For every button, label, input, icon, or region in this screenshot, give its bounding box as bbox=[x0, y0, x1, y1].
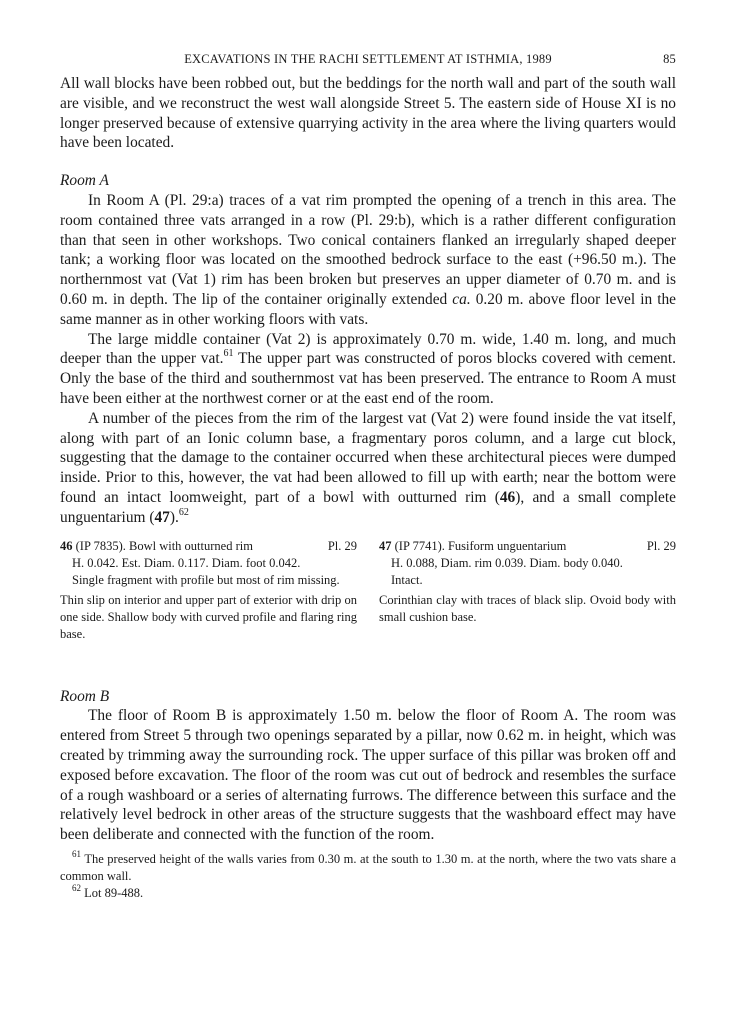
footnotes bbox=[60, 848, 676, 902]
page-number: 85 bbox=[663, 52, 676, 66]
room-a-p2-text-a: The large middle container (Vat 2) is approximately 0.70 m. wide, 1.40 m. long, and much deeper than the upper vat. bbox=[60, 330, 676, 368]
running-head bbox=[60, 52, 676, 74]
catalog bbox=[60, 538, 676, 643]
catalog-entry-46 bbox=[60, 538, 357, 643]
room-a-p1-text-b: 0.20 m. above floor level in the same manner as in other working floors with vats. bbox=[60, 290, 676, 328]
footnote-ref-61: 61 bbox=[223, 348, 234, 360]
catalog-description: Thin slip on interior and upper part of exterior with drip on one side. Shallow body with curved profile and flaring ring base. bbox=[60, 592, 357, 641]
catalog-plate: Pl. 29 bbox=[646, 538, 676, 553]
room-a-p3-text-end: ). bbox=[169, 508, 179, 526]
intro-paragraph: All wall blocks have been robbed out, but the beddings for the north wall and part of the south wall are visible, and we reconstruct the west wall alongside Street 5. The eastern side of House XI is no longer preserved because of extensive quarrying activity in the area where the living quarters would have been located. bbox=[60, 75, 676, 152]
room-a-p1-circa: ca. bbox=[452, 290, 471, 308]
room-a-p3-text-mid: ), and a small complete unguentarium ( bbox=[60, 488, 676, 526]
catalog-dimensions: H. 0.042. Est. Diam. 0.117. Diam. foot 0.042. bbox=[72, 555, 301, 570]
catalog-description: Corinthian clay with traces of black slip. Ovoid body with small cushion base. bbox=[379, 592, 676, 624]
room-a-paragraph-3 bbox=[60, 409, 676, 528]
catalog-number: 47 bbox=[379, 538, 392, 553]
room-b-paragraph-1: The floor of Room B is approximately 1.50 m. below the floor of Room A. The room was entered from Street 5 through two openings separated by a pillar, now 0.62 m. in height, which was created by trimming away the surrounding rock. The upper surface of this pillar was broken off and exposed before excavation. The floor of the room was cut out of bedrock and resembles the surface of a rough washboard or a series of alternating furrows. The difference between this surface and the relatively level bedrock in other areas of the structure suggests that the washboard effect may have been deliberate and connected with the function of the room. bbox=[60, 707, 676, 844]
footnote-mark: 61 bbox=[72, 848, 81, 859]
footnote-ref-62: 62 bbox=[178, 506, 189, 518]
catalog-inventory: (IP 7835). Bowl with outturned rim bbox=[72, 538, 253, 553]
footnote-61 bbox=[60, 848, 676, 885]
catalog-entry-head bbox=[60, 538, 357, 555]
footnote-text: The preserved height of the walls varies from 0.30 m. at the south to 1.30 m. at the north, where the two vats share a common wall. bbox=[60, 851, 676, 883]
catalog-ref-46: 46 bbox=[499, 488, 516, 506]
catalog-entry-head bbox=[379, 538, 676, 555]
footnote-62 bbox=[60, 882, 676, 902]
room-a-p2-text-b: The upper part was constructed of poros blocks covered with cement. Only the base of the third and southernmost vat has been preserved. The entrance to Room A must have been either at the northwest corner or at the east end of the room. bbox=[60, 350, 676, 407]
room-a-paragraph-1 bbox=[60, 191, 676, 330]
catalog-ref-47: 47 bbox=[154, 508, 170, 526]
catalog-plate: Pl. 29 bbox=[327, 538, 357, 553]
footnote-mark: 62 bbox=[72, 882, 81, 893]
running-title: EXCAVATIONS IN THE RACHI SETTLEMENT AT ISTHMIA, 1989 bbox=[184, 52, 552, 66]
room-a-heading: Room A bbox=[60, 172, 109, 190]
room-a-paragraph-2 bbox=[60, 330, 676, 409]
catalog-dimensions: H. 0.088, Diam. rim 0.039. Diam. body 0.040. bbox=[391, 555, 623, 570]
room-a-p3-text-a: A number of the pieces from the rim of the largest vat (Vat 2) were found inside the vat itself, along with part of an Ionic column base, a fragmentary poros column, and a large cut block, suggesting that the damage to the container occurred when these architectural pieces were dumped inside. Prior to this, however, the vat had been allowed to fill up with earth; near the bottom were found an intact loomweight, part of a bowl with outturned rim ( bbox=[60, 409, 676, 506]
catalog-condition: Single fragment with profile but most of rim missing. bbox=[72, 572, 340, 587]
catalog-condition: Intact. bbox=[391, 572, 423, 587]
catalog-entry-47 bbox=[379, 538, 676, 643]
catalog-inventory: (IP 7741). Fusiform unguentarium bbox=[391, 538, 567, 553]
room-a-p1-text-a: In Room A (Pl. 29:a) traces of a vat rim prompted the opening of a trench in this area. The room contained three vats arranged in a row (Pl. 29:b), which is a rather different configuration than that seen in other workshops. Two conical containers flanked an irregularly shaped deeper tank; a working floor was located on the smoothed bedrock surface to the east (+96.50 m.). The northernmost vat (Vat 1) rim has been broken but preserves an upper diameter of 0.70 m. and is 0.60 m. in depth. The lip of the container originally extended bbox=[60, 191, 676, 308]
catalog-number: 46 bbox=[60, 538, 73, 553]
footnote-text: Lot 89-488. bbox=[81, 885, 144, 900]
page bbox=[60, 52, 676, 902]
room-b-heading: Room B bbox=[60, 687, 110, 705]
